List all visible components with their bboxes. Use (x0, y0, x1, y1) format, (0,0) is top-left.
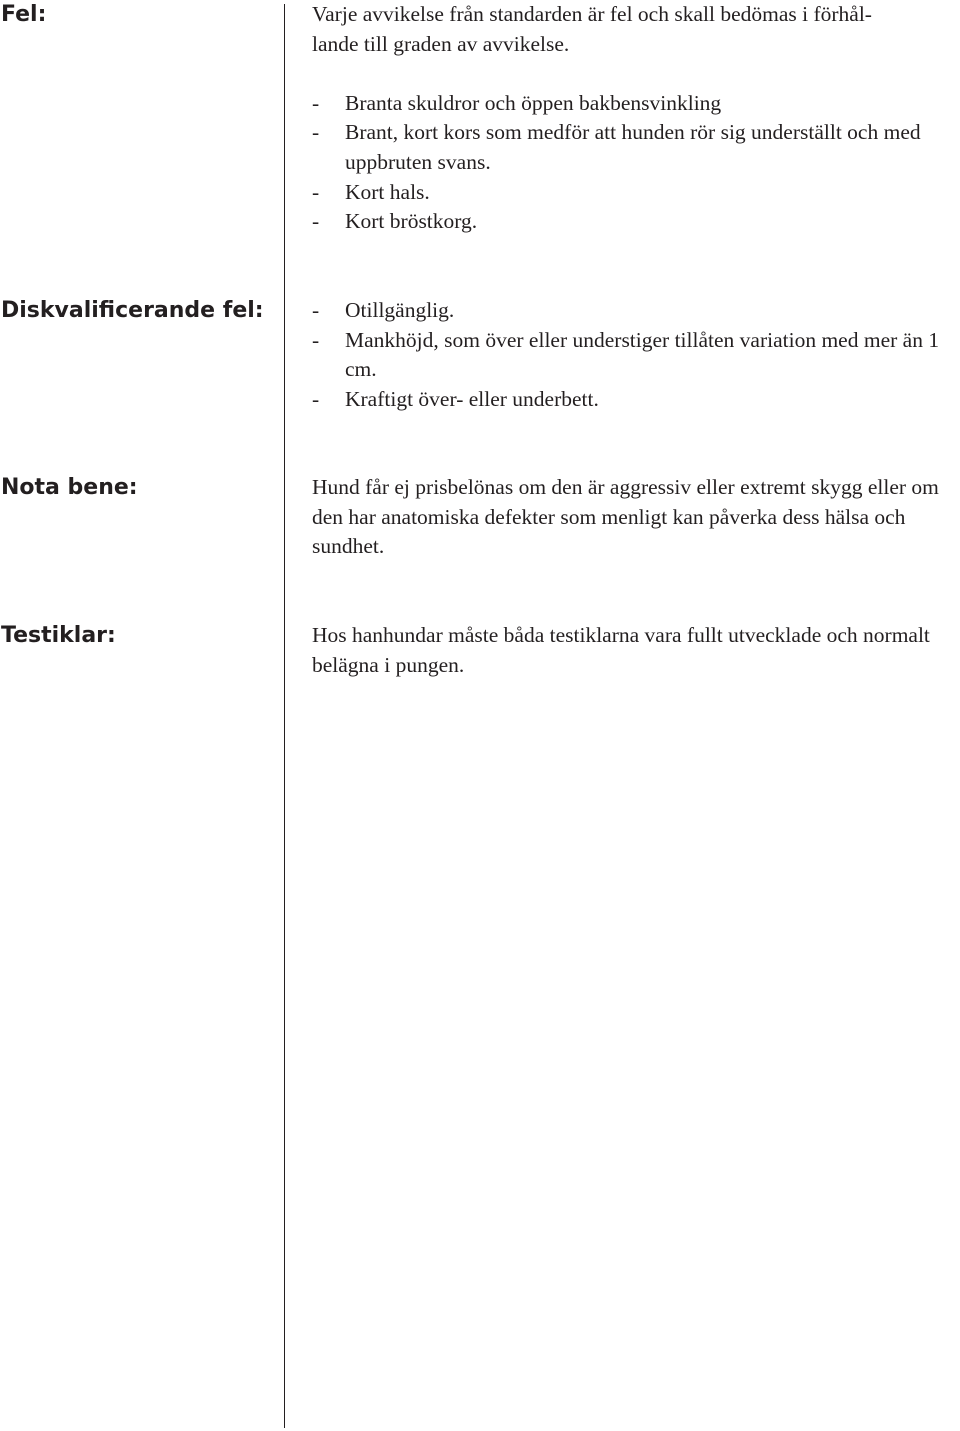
list-item (312, 385, 958, 415)
list-dash: - (312, 298, 320, 322)
section-label-testiklar: Testiklar: (1, 623, 116, 648)
section-label-diskvalificerande: Diskvalificerande fel: (1, 298, 264, 323)
section-label-fel: Fel: (1, 2, 47, 27)
list-dash: - (312, 209, 320, 234)
column-divider (284, 4, 285, 1428)
list-item (312, 296, 958, 326)
nota-bene-text: Hund får ej prisbelönas om den är aggressiv eller extremt skygg eller om den har anatomiska defekter som menligt kan påverka dess hälsa och sundhet. (312, 475, 939, 559)
list-item (312, 326, 958, 385)
fel-intro-line-1: Varje avvikelse från standarden är fel och skall bedömas i förhål- (312, 2, 872, 26)
section-content-testiklar (312, 621, 958, 680)
list-item-text: Kraftigt över- eller underbett. (345, 386, 599, 411)
testiklar-text: Hos hanhundar måste båda testiklarna vara fullt utvecklade och normalt belägna i pungen. (312, 623, 930, 677)
list-dash: - (312, 90, 320, 115)
fel-list (312, 89, 958, 237)
list-item-text: Mankhöjd, som över eller understiger tillåten variation med mer än 1 cm. (345, 327, 940, 382)
section-content-nota-bene (312, 473, 958, 562)
section-label-nota-bene: Nota bene: (1, 475, 138, 500)
list-item (312, 118, 958, 177)
list-dash: - (312, 386, 320, 411)
list-item-text: Branta skuldror och öppen bakbensvinkling (345, 90, 722, 115)
fel-intro-line-2: lande till graden av avvikelse. (312, 31, 570, 56)
list-dash: - (312, 179, 320, 204)
list-item (312, 89, 958, 119)
diskvalificerande-list (312, 296, 958, 414)
section-content-fel (312, 0, 958, 237)
list-item-text: Brant, kort kors som medför att hunden rör sig underställt och med uppbruten svans. (345, 120, 921, 174)
list-item-text: Otillgänglig. (345, 298, 455, 322)
list-item (312, 178, 958, 208)
list-item (312, 207, 958, 237)
list-dash: - (312, 327, 320, 352)
list-dash: - (312, 120, 320, 145)
list-item-text: Kort hals. (345, 179, 430, 204)
section-content-diskvalificerande (312, 296, 958, 414)
list-item-text: Kort bröstkorg. (345, 209, 478, 234)
